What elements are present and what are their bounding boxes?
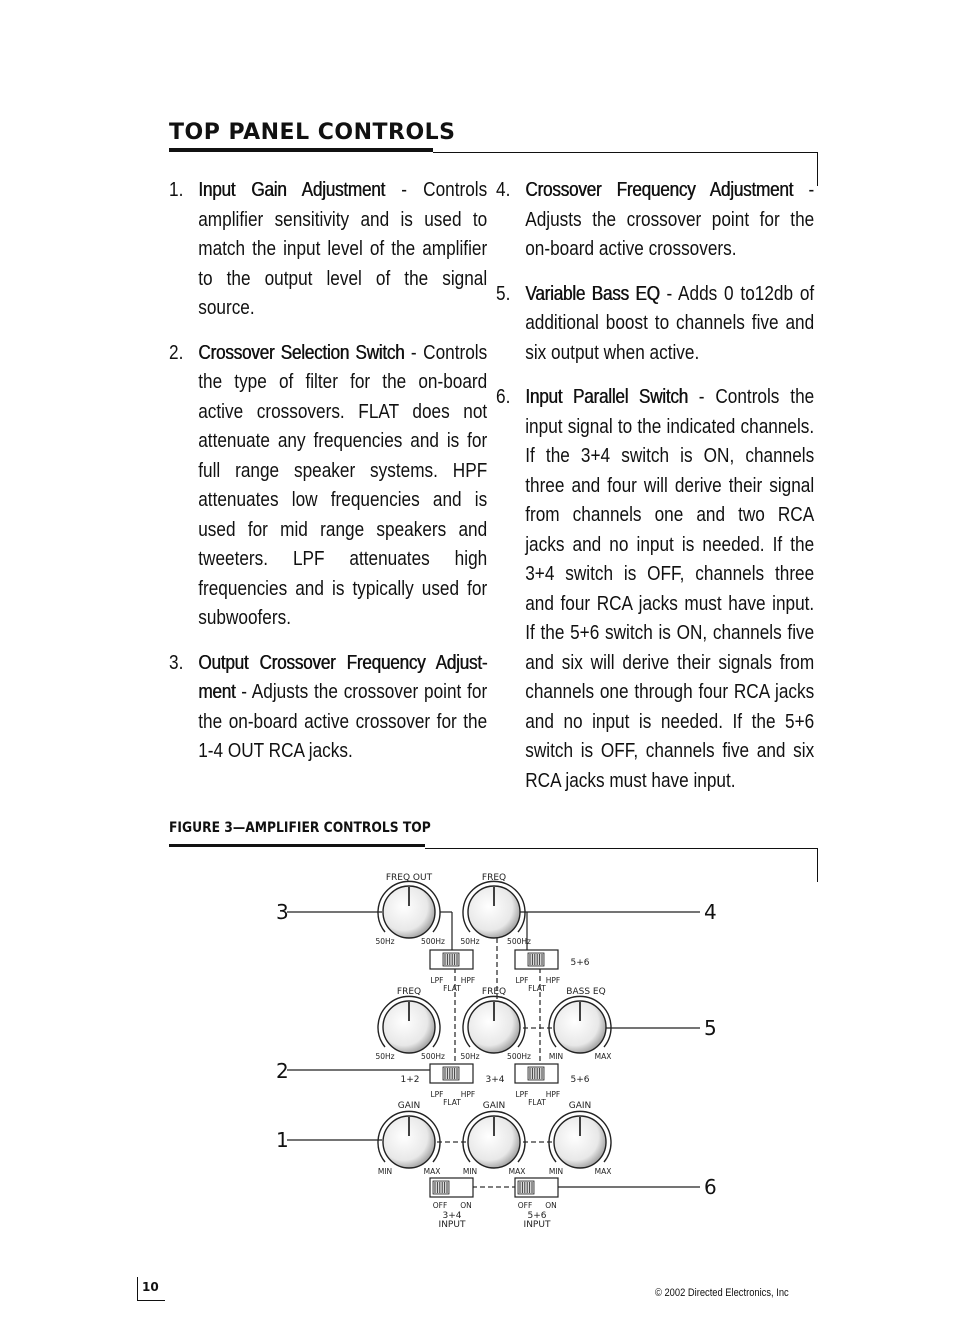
knob-max-label: MAX [594,1167,612,1176]
knob-min-label: MIN [377,1167,393,1176]
item-term: Output Crossover Frequency Adjust-ment [198,651,488,703]
footer-tick [137,1277,138,1301]
item-number: 6. [496,386,511,408]
knob[interactable] [378,996,440,1053]
switch-lpf-label: LPF [515,976,529,985]
knob[interactable] [549,996,611,1053]
switch-slider [443,953,459,966]
item-description: - Adjusts the crossover point for the on-board active crossover for the 1-4 OUT RCA jacks. [198,681,488,762]
item-term: Crossover Frequency Adjustment [525,179,794,201]
knob[interactable] [463,1111,525,1168]
channel-label: 5+6 [570,958,590,968]
knob[interactable] [378,881,440,938]
switch-hpf-label: HPF [545,976,561,985]
item-number: 2. [169,341,184,364]
crossover-selection-switch[interactable] [430,1064,473,1083]
item-description: - Adjusts the crossover point for the on-board active crossovers. [525,179,815,260]
callout-5: 5 [704,1016,717,1040]
switch-lpf-label: LPF [430,976,444,985]
channel-label: 3+4 [485,1075,505,1085]
knob-max-label: MAX [508,1167,526,1176]
knob-label: BASS EQ [566,987,606,997]
switch-lpf-label: LPF [430,1090,444,1099]
knob-max-label: 500Hz [507,1052,531,1061]
item-description: - Controls the input signal to the indicated channels. If the 3+4 switch is ON, channels three and four will derive their signal from channels one and two RCA jacks and no input is needed. If the 3+4 switch is OFF, channels three and four RCA jacks must have input. If the 5+6 switch is ON, channels five and six will derive their signals from channels one through four RCA jacks and no input is needed. If the 5+6 switch is OFF, channels five and six RCA jacks must have input. [525,386,815,792]
switch-flat-label: FLAT [528,1098,546,1107]
knob-label: FREQ [481,873,507,883]
callout-1: 1 [276,1128,289,1152]
knob[interactable] [463,996,525,1053]
knob-label: GAIN [482,1101,506,1111]
switch-off-label: OFF [432,1201,448,1210]
knob-min-label: MIN [548,1052,564,1061]
page-number: 10 [142,1280,159,1294]
channel-label: 5+6 [527,1211,547,1221]
knob-max-label: 500Hz [507,937,531,946]
switch-on-label: ON [460,1201,472,1210]
item-term: Input Parallel Switch [525,386,688,408]
knob-label: FREQ [481,987,507,997]
knob-label: GAIN [397,1101,421,1111]
figure-caption: FIGURE 3—AMPLIFIER CONTROLS TOP [169,820,431,836]
item-number: 5. [496,282,511,305]
knob-max-label: 500Hz [421,1052,445,1061]
switch-slider [433,1181,449,1194]
item-description: - Controls the type of filter for the on-board active crossovers. FLAT does not attenuate any frequencies and is for full range speaker systems. HPF attenuates low frequencies and is used for mid range speakers and tweeters. LPF attenuates high frequencies and is typically used for subwoofers. [198,341,488,629]
knob[interactable] [463,881,525,938]
switch-flat-label: FLAT [443,984,461,993]
knob-label: FREQ [396,987,422,997]
item-number: 1. [169,179,184,201]
knob-min-label: 50Hz [375,1052,395,1061]
channel-label: 1+2 [400,1075,420,1085]
switch-flat-label: FLAT [443,1098,461,1107]
item-number: 3. [169,651,184,674]
switch-hpf-label: HPF [460,976,476,985]
switch-slider [528,1067,544,1080]
switch-slider [518,1181,534,1194]
item-description: - Adds 0 to12db of additional boost to channels five and six output when active. [525,282,815,364]
knob-max-label: MAX [594,1052,612,1061]
knob-group [378,881,611,1168]
switch-hpf-label: HPF [545,1090,561,1099]
crossover-selection-switch[interactable] [515,1064,558,1083]
knob-label: FREQ OUT [385,873,433,883]
page-title: TOP PANEL CONTROLS [169,120,456,145]
knob[interactable] [549,1111,611,1168]
switch-lpf-label: LPF [515,1090,529,1099]
item-term: Input Gain Adjustment [198,179,385,201]
knob-min-label: MIN [462,1167,478,1176]
input-label: INPUT [523,1220,551,1230]
input-parallel-switch[interactable] [515,1178,558,1197]
callout-6: 6 [704,1175,717,1199]
knob-max-label: 500Hz [421,937,445,946]
channel-label: 3+4 [442,1211,462,1221]
knob[interactable] [378,1111,440,1168]
input-label: INPUT [438,1220,466,1230]
knob-min-label: 50Hz [460,937,480,946]
switch-slider [528,953,544,966]
channel-label: 5+6 [570,1075,590,1085]
item-term: Crossover Selection Switch [198,341,405,364]
callout-3: 3 [276,900,289,924]
knob-min-label: MIN [548,1167,564,1176]
switch-flat-label: FLAT [528,984,546,993]
crossover-selection-switch[interactable] [430,950,473,969]
copyright: © 2002 Directed Electronics, Inc [655,1287,789,1299]
footer-rule [137,1300,165,1301]
item-term: Variable Bass EQ [525,282,660,305]
switch-slider [443,1067,459,1080]
item-description: - Controls amplifier sensitivity and is used to match the input level of the amplifier to the output level of the signal source. [198,179,488,319]
knob-max-label: MAX [423,1167,441,1176]
callout-4: 4 [704,900,717,924]
callout-2: 2 [276,1059,289,1083]
switch-on-label: ON [545,1201,557,1210]
knob-label: GAIN [568,1101,592,1111]
knob-min-label: 50Hz [375,937,395,946]
crossover-selection-switch[interactable] [515,950,558,969]
knob-min-label: 50Hz [460,1052,480,1061]
item-number: 4. [496,179,511,201]
input-parallel-switch[interactable] [430,1178,473,1197]
switch-hpf-label: HPF [460,1090,476,1099]
switch-off-label: OFF [517,1201,533,1210]
